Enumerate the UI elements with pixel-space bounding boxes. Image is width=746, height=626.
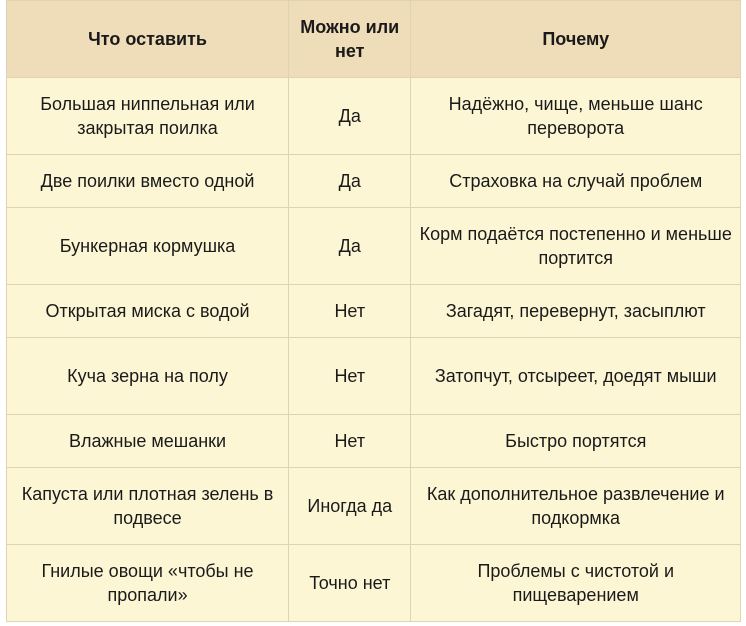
table-row bbox=[7, 78, 741, 155]
cell-reason: Быстро портятся bbox=[411, 415, 741, 468]
cell-item: Бункерная кормушка bbox=[7, 208, 289, 285]
header-what-to-leave: Что оставить bbox=[7, 1, 289, 78]
table-row bbox=[7, 468, 741, 545]
cell-allowed: Да bbox=[289, 155, 411, 208]
cell-reason: Страховка на случай проблем bbox=[411, 155, 741, 208]
cell-allowed: Нет bbox=[289, 338, 411, 415]
cell-reason: Корм подаётся постепенно и меньше портится bbox=[411, 208, 741, 285]
table-row bbox=[7, 545, 741, 622]
cell-item: Капуста или плотная зелень в подвесе bbox=[7, 468, 289, 545]
cell-allowed: Да bbox=[289, 208, 411, 285]
cell-reason: Как дополнительное развлечение и подкормка bbox=[411, 468, 741, 545]
table-header-row bbox=[7, 1, 741, 78]
cell-item: Большая ниппельная или закрытая поилка bbox=[7, 78, 289, 155]
cell-allowed: Точно нет bbox=[289, 545, 411, 622]
cell-allowed: Нет bbox=[289, 285, 411, 338]
table-row bbox=[7, 155, 741, 208]
cell-item: Влажные мешанки bbox=[7, 415, 289, 468]
cell-item: Гнилые овощи «чтобы не пропали» bbox=[7, 545, 289, 622]
table-row bbox=[7, 285, 741, 338]
cell-allowed: Да bbox=[289, 78, 411, 155]
cell-reason: Надёжно, чище, меньше шанс переворота bbox=[411, 78, 741, 155]
cell-item: Куча зерна на полу bbox=[7, 338, 289, 415]
cell-reason: Проблемы с чистотой и пищеварением bbox=[411, 545, 741, 622]
header-why: Почему bbox=[411, 1, 741, 78]
cell-reason: Загадят, перевернут, засыплют bbox=[411, 285, 741, 338]
cell-item: Открытая миска с водой bbox=[7, 285, 289, 338]
cell-reason: Затопчут, отсыреет, доедят мыши bbox=[411, 338, 741, 415]
table-row bbox=[7, 208, 741, 285]
header-allowed: Можно или нет bbox=[289, 1, 411, 78]
cell-allowed: Нет bbox=[289, 415, 411, 468]
cell-item: Две поилки вместо одной bbox=[7, 155, 289, 208]
feeding-table bbox=[6, 0, 741, 622]
cell-allowed: Иногда да bbox=[289, 468, 411, 545]
table-row bbox=[7, 338, 741, 415]
table-row bbox=[7, 415, 741, 468]
